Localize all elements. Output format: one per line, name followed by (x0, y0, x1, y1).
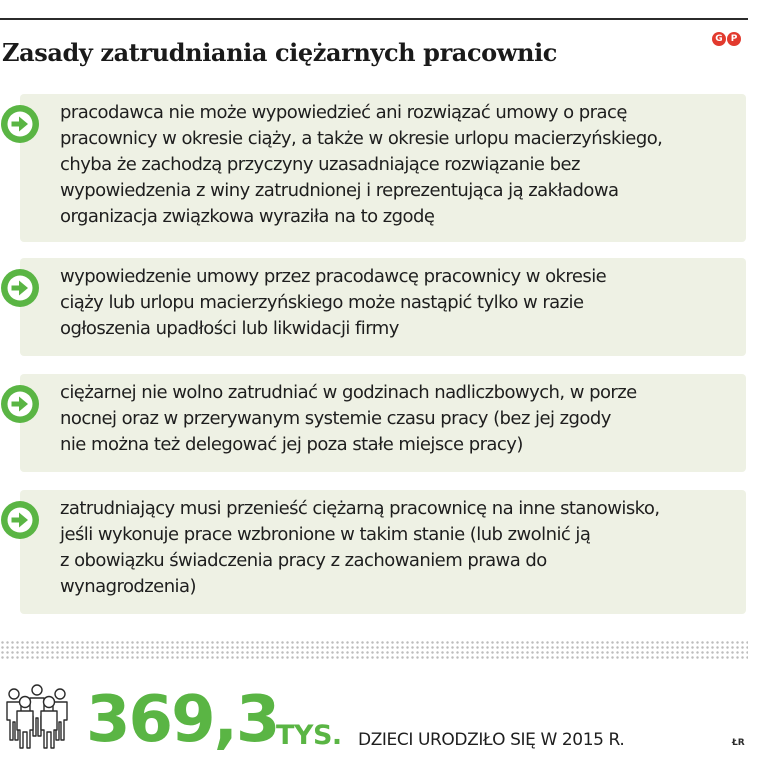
stat-caption: DZIECI URODZIŁO SIĘ W 2015 R. (358, 730, 625, 750)
rule-text: pracodawca nie może wypowiedzieć ani rozwiązać umowy o pracę pracownicy w okresie ciąży, a także w okresie urlopu macierzyńskiego, chyba że zachodzą przyczyny uzasadniające rozwiązanie bez wypowiedzenia z winy zatrudnionej i reprezentująca ją zakładowa organizacja związkowa wyraziła na to zgodę (60, 102, 663, 227)
arrow-right-circle-icon (0, 104, 40, 144)
publisher-logo (712, 32, 741, 46)
stat-unit: TYS. (276, 720, 342, 751)
rule-text: zatrudniający musi przenieść ciężarną pracownicę na inne stanowisko, jeśli wykonuje prace wzbronione w takim stanie (lub zwolnić ją z obowiązku świadczenia pracy z zachowaniem prawa do wynagrodzenia) (60, 498, 660, 597)
arrow-right-circle-icon (0, 500, 40, 540)
people-group-icon (0, 684, 74, 750)
top-rule (0, 18, 748, 20)
rule-card (20, 94, 746, 242)
stat-number: 369,3 (86, 683, 279, 757)
rule-text: ciężarnej nie wolno zatrudniać w godzinach nadliczbowych, w porze nocnej oraz w przerywanym systemie czasu pracy (bez jej zgody nie można też delegować jej poza stałe miejsce pracy) (60, 382, 637, 455)
arrow-right-circle-icon (0, 384, 40, 424)
arrow-right-circle-icon (0, 268, 40, 308)
page-title: Zasady zatrudniania ciężarnych pracownic (2, 38, 558, 67)
rule-card (20, 374, 746, 472)
rule-card (20, 490, 746, 614)
logo-letter-p: P (727, 32, 741, 46)
dotted-divider (0, 640, 748, 660)
rule-card (20, 258, 746, 356)
logo-letter-g: G (712, 32, 726, 46)
rule-text: wypowiedzenie umowy przez pracodawcę pracownicy w okresie ciąży lub urlopu macierzyńskiego może nastąpić tylko w razie ogłoszenia upadłości lub likwidacji firmy (60, 266, 607, 339)
author-credit: ŁR (732, 738, 745, 748)
